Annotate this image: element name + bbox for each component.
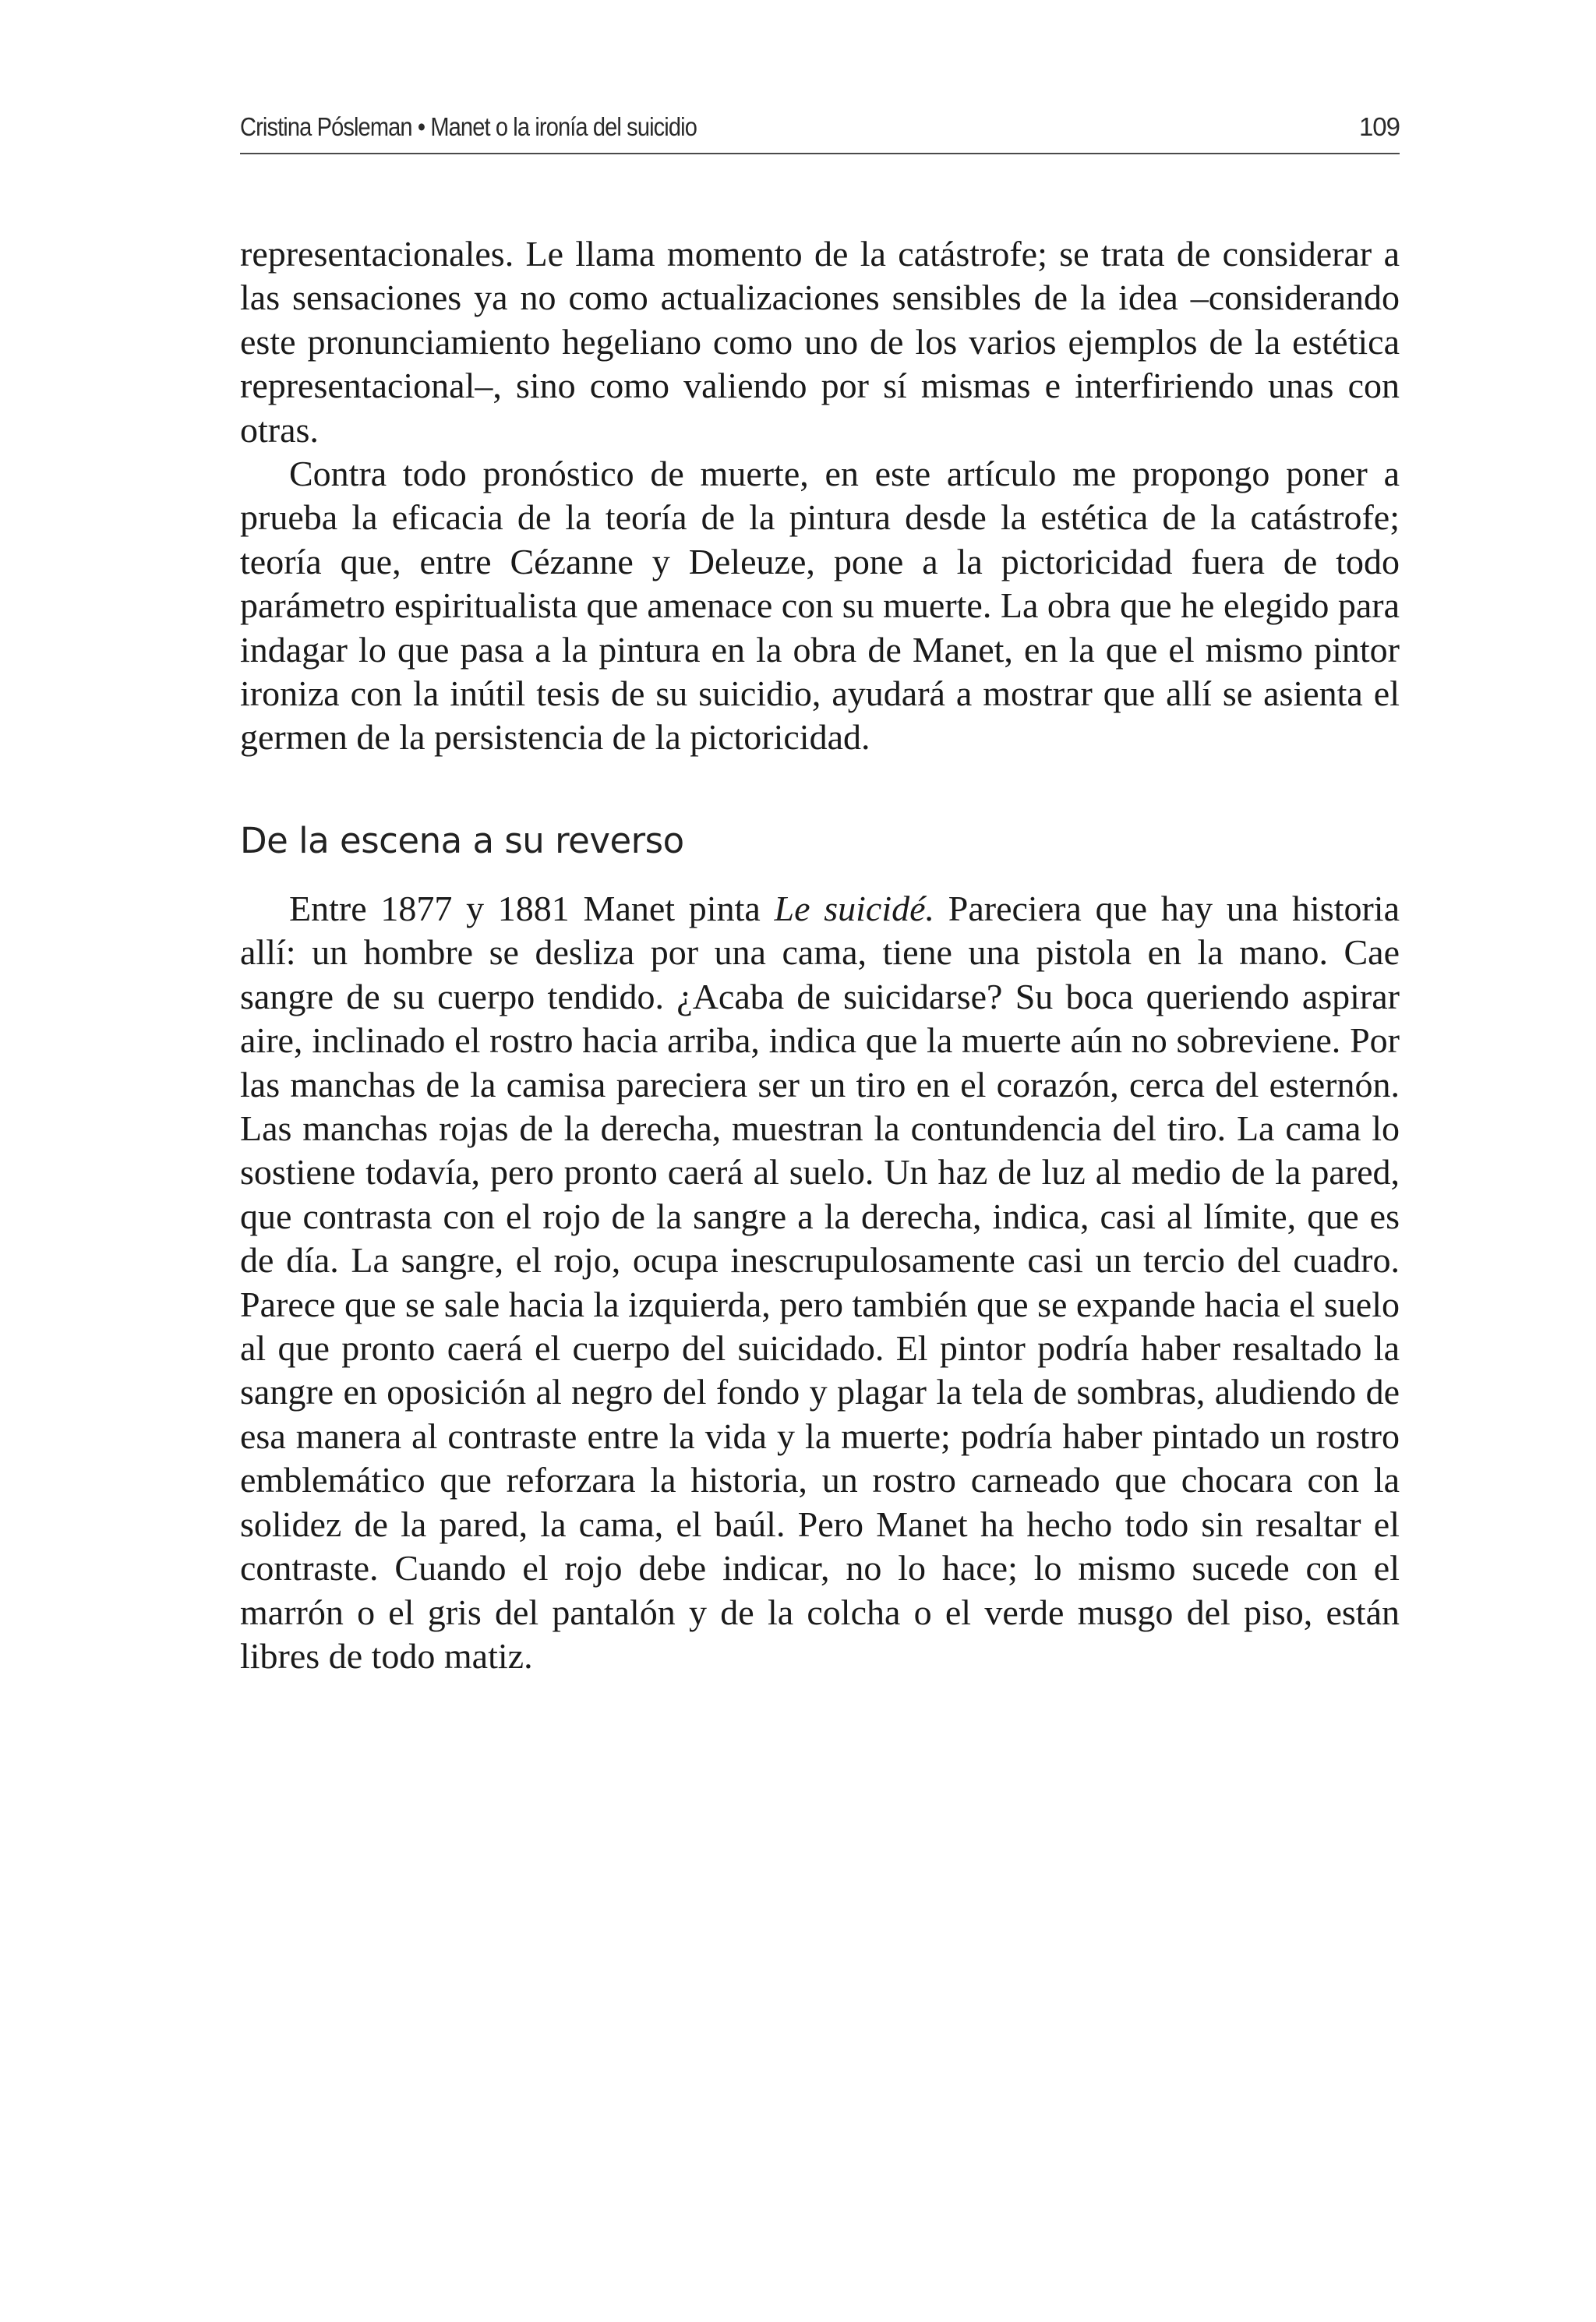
paragraph-rest: Pareciera que hay una historia allí: un hombre se desliza por una cama, tiene una pistola en la mano. Cae sangre de su cuerpo tendido. ¿Acaba de suicidarse? Su boca queriendo aspirar aire, inclinado el rostro hacia arriba, indica que la muerte aún no sobreviene. Por las manchas de la camisa pareciera ser un tiro en el corazón, cerca del esternón. Las manchas rojas de la derecha, muestran la contundencia del tiro. La cama lo sostiene todavía, pero pronto caerá al suelo. Un haz de luz al medio de la pared, que contrasta con el rojo de la sangre a la derecha, indica, casi al límite, que es de día. La sangre, el rojo, ocupa inescrupulosamente casi un tercio del cuadro. Parece que se sale hacia la izquierda, pero también que se expande hacia el suelo al que pronto caerá el cuerpo del suicidado. El pintor podría haber resaltado la sangre en oposición al negro del fondo y plagar la tela de sombras, aludiendo de esa manera al contraste entre la vida y la muerte; podría haber pintado un rostro emblemático que reforzara la historia, un rostro carneado que chocara con la solidez de la pared, la cama, el baúl. Pero Manet ha hecho todo sin resaltar el contraste. Cuando el rojo debe indicar, no lo hace; lo mismo sucede con el marrón o el gris del pantalón y de la colcha o el verde musgo del piso, están libres de todo matiz.	[240, 889, 1400, 1676]
painting-title: Le suicidé.	[774, 889, 935, 928]
body-text-before-heading	[240, 232, 1400, 760]
book-page	[240, 0, 1400, 2322]
paragraph-lead: Entre 1877 y 1881 Manet pinta	[289, 889, 775, 928]
paragraph: representacionales. Le llama momento de la catástrofe; se trata de considerar a las sensaciones ya no como actualizaciones sensibles de la idea –considerando este pronunciamiento hegeliano como uno de los varios ejemplos de la estética representacional–, sino como valiendo por sí mismas e interfiriendo unas con otras.	[240, 234, 1400, 450]
page-number: 109	[1358, 112, 1400, 141]
section-heading: De la escena a su reverso	[240, 820, 684, 861]
paragraph: Contra todo pronóstico de muerte, en este artículo me propongo poner a prueba la eficacia de la teoría de la pintura desde la estética de la catástrofe; teoría que, entre Cézanne y Deleuze, pone a la pictoricidad fuera de todo parámetro espiritualista que amenace con su muerte. La obra que he elegido para indagar lo que pasa a la pintura en la obra de Manet, en la que el mismo pintor ironiza con la inútil tesis de su suicidio, ayudará a mostrar que allí se asienta el germen de la persistencia de la pictoricidad.	[240, 454, 1400, 758]
paragraph	[240, 887, 1400, 1678]
running-header	[240, 108, 1400, 154]
running-title: Cristina Pósleman • Manet o la ironía del suicidio	[240, 112, 697, 141]
section-body-text	[240, 887, 1400, 1678]
